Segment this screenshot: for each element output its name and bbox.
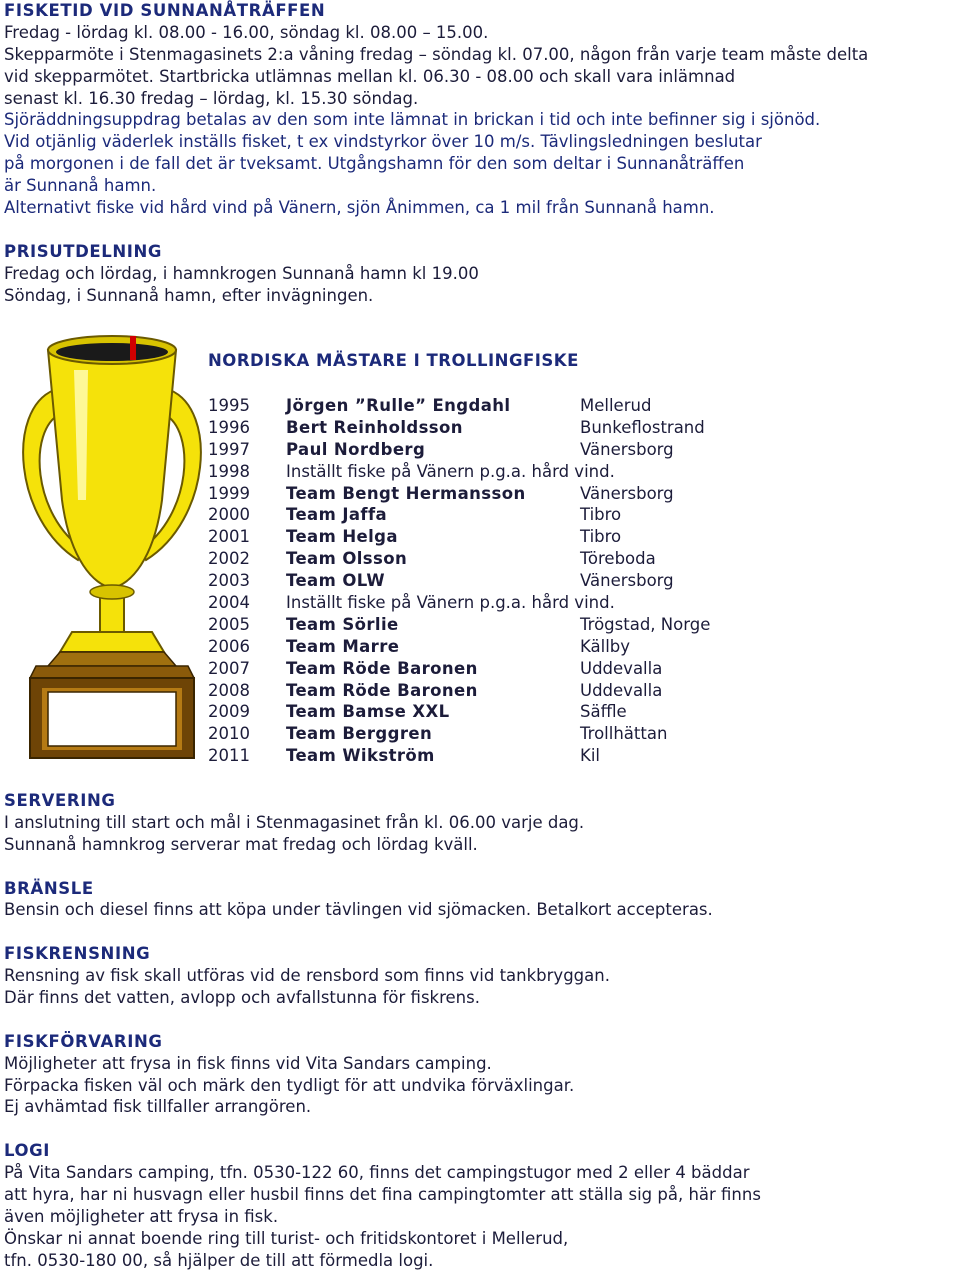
champion-year: 2000 [208,505,250,525]
champion-name: Team Jaffa [286,505,388,525]
text-line: Sunnanå hamnkrog serverar mat fredag och lördag kväll. [4,834,478,854]
champions-title: NORDISKA MÄSTARE I TROLLINGFISKE [208,351,579,370]
champion-row [208,504,808,526]
champion-year: 1997 [208,439,250,459]
text-line: Skepparmöte i Stenmagasinets 2:a våning fredag – söndag kl. 07.00, någon från varje team måste delta [4,44,869,64]
champion-row [208,680,808,702]
champion-place: Vänersborg [580,439,674,459]
storage-title: FISKFÖRVARING [4,1031,163,1051]
champion-year: 1999 [208,483,250,503]
champion-name: Inställt fiske på Vänern p.g.a. hård vind. [286,461,615,481]
champion-name: Inställt fiske på Vänern p.g.a. hård vind. [286,593,615,613]
text-line: tfn. 0530-180 00, så hjälper de till att förmedla logi. [4,1250,434,1270]
text-line: Fredag - lördag kl. 08.00 - 16.00, söndag kl. 08.00 – 15.00. [4,22,489,42]
champion-row [208,548,808,570]
champion-name: Team Bamse XXL [286,702,450,722]
champion-row [208,439,808,461]
champion-place: Töreboda [580,549,656,569]
champion-name: Team Olsson [286,549,408,569]
champion-name: Team Bengt Hermansson [286,483,526,503]
champion-year: 1998 [208,461,250,481]
text-line: att hyra, har ni husvagn eller husbil finns det fina campingtomter att ställa sig på, här finns [4,1185,761,1205]
champion-row [208,614,808,636]
champion-place: Uddevalla [580,680,663,700]
text-line: Alternativt fiske vid hård vind på Vänern, sjön Ånimmen, ca 1 mil från Sunnanå hamn. [4,198,715,218]
serving-title: SERVERING [4,791,116,810]
text-line: I anslutning till start och mål i Stenmagasinet från kl. 06.00 varje dag. [4,812,585,832]
text-line: Ej avhämtad fisk tillfaller arrangören. [4,1097,312,1117]
text-line: Söndag, i Sunnanå hamn, efter invägningen. [4,285,374,305]
prize-title: PRISUTDELNING [4,241,163,261]
text-line: Bensin och diesel finns att köpa under tävlingen vid sjömacken. Betalkort accepteras. [4,900,713,920]
text-line: på morgonen i de fall det är tveksamt. Utgångshamn för den som deltar i Sunnanåträffen [4,154,745,174]
champion-year: 2008 [208,680,250,700]
champion-place: Bunkeflostrand [580,417,705,437]
text-line: vid skepparmötet. Startbricka utlämnas mellan kl. 06.30 - 08.00 och skall vara inlämnad [4,66,736,86]
champion-row [208,701,808,723]
champion-year: 2009 [208,702,250,722]
champion-place: Källby [580,636,631,656]
champion-name: Team Berggren [286,724,433,744]
champion-place: Tibro [580,505,622,525]
champion-name: Team OLW [286,571,385,591]
champion-row [208,658,808,680]
champions-list [208,350,808,767]
champion-name: Team Röde Baronen [286,658,478,678]
champion-row [208,483,808,505]
champion-year: 2002 [208,549,250,569]
lodging-title: LOGI [4,1141,51,1161]
champion-row [208,745,808,767]
text-line: Rensning av fisk skall utföras vid de rensbord som finns vid tankbryggan. [4,966,610,986]
text-line: På Vita Sandars camping, tfn. 0530-122 60, finns det campingstugor med 2 eller 4 bäddar [4,1163,750,1183]
champion-place: Vänersborg [580,571,674,591]
text-line: senast kl. 16.30 fredag – lördag, kl. 15.30 söndag. [4,88,419,108]
champion-row [208,526,808,548]
champion-place: Kil [580,746,600,766]
champion-place: Trögstad, Norge [580,614,711,634]
text-line: Önskar ni annat boende ring till turist- och fritidskontoret i Mellerud, [4,1228,569,1248]
champion-year: 2005 [208,614,250,634]
champion-name: Team Marre [286,636,400,656]
champion-row [208,636,808,658]
champion-year: 1996 [208,417,250,437]
champion-row [208,723,808,745]
text-line: Vid otjänlig väderlek inställs fisket, t ex vindstyrkor över 10 m/s. Tävlingsledningen beslutar [4,132,762,152]
champion-year: 2004 [208,593,250,613]
champion-row [208,417,808,439]
champion-year: 2001 [208,527,250,547]
text-line: är Sunnanå hamn. [4,176,157,196]
fishing-times-title: FISKETID VID SUNNANÅTRÄFFEN [4,1,326,20]
champion-row [208,395,808,417]
champions-rows [208,395,808,767]
text-line: Förpacka fisken väl och märk den tydligt för att undvika förväxlingar. [4,1075,575,1095]
text-line: även möjligheter att frysa in fisk. [4,1206,279,1226]
champion-name: Jörgen ”Rulle” Engdahl [286,396,511,415]
text-line: Fredag och lördag, i hamnkrogen Sunnanå hamn kl 19.00 [4,263,479,283]
champion-place: Trollhättan [580,724,668,744]
champion-year: 2006 [208,636,250,656]
champion-name: Team Röde Baronen [286,680,478,700]
text-line: Sjöräddningsuppdrag betalas av den som inte lämnat in brickan i tid och inte befinner sig i sjönöd. [4,110,821,130]
champion-name: Team Sörlie [286,614,399,634]
champion-name: Bert Reinholdsson [286,417,463,437]
champion-row [208,592,808,614]
champion-name: Team Helga [286,527,398,547]
champion-row [208,461,808,483]
champion-row [208,570,808,592]
champion-year: 2011 [208,746,250,766]
text-line: Där finns det vatten, avlopp och avfallstunna för fiskrens. [4,988,480,1008]
champion-place: Vänersborg [580,483,674,503]
champion-year: 2007 [208,658,250,678]
info-sections [4,790,954,1272]
trophy-icon [14,330,210,770]
champion-name: Paul Nordberg [286,439,426,459]
cleaning-title: FISKRENSNING [4,944,151,964]
champion-place: Säffle [580,702,627,722]
document-page [4,0,954,306]
fuel-title: BRÄNSLE [4,878,94,898]
champion-place: Mellerud [580,396,652,415]
champion-year: 1995 [208,396,250,415]
champion-place: Tibro [580,527,622,547]
text-line: Möjligheter att frysa in fisk finns vid Vita Sandars camping. [4,1053,492,1073]
champion-place: Uddevalla [580,658,663,678]
champion-year: 2010 [208,724,250,744]
champion-name: Team Wikström [286,746,435,766]
champion-year: 2003 [208,571,250,591]
